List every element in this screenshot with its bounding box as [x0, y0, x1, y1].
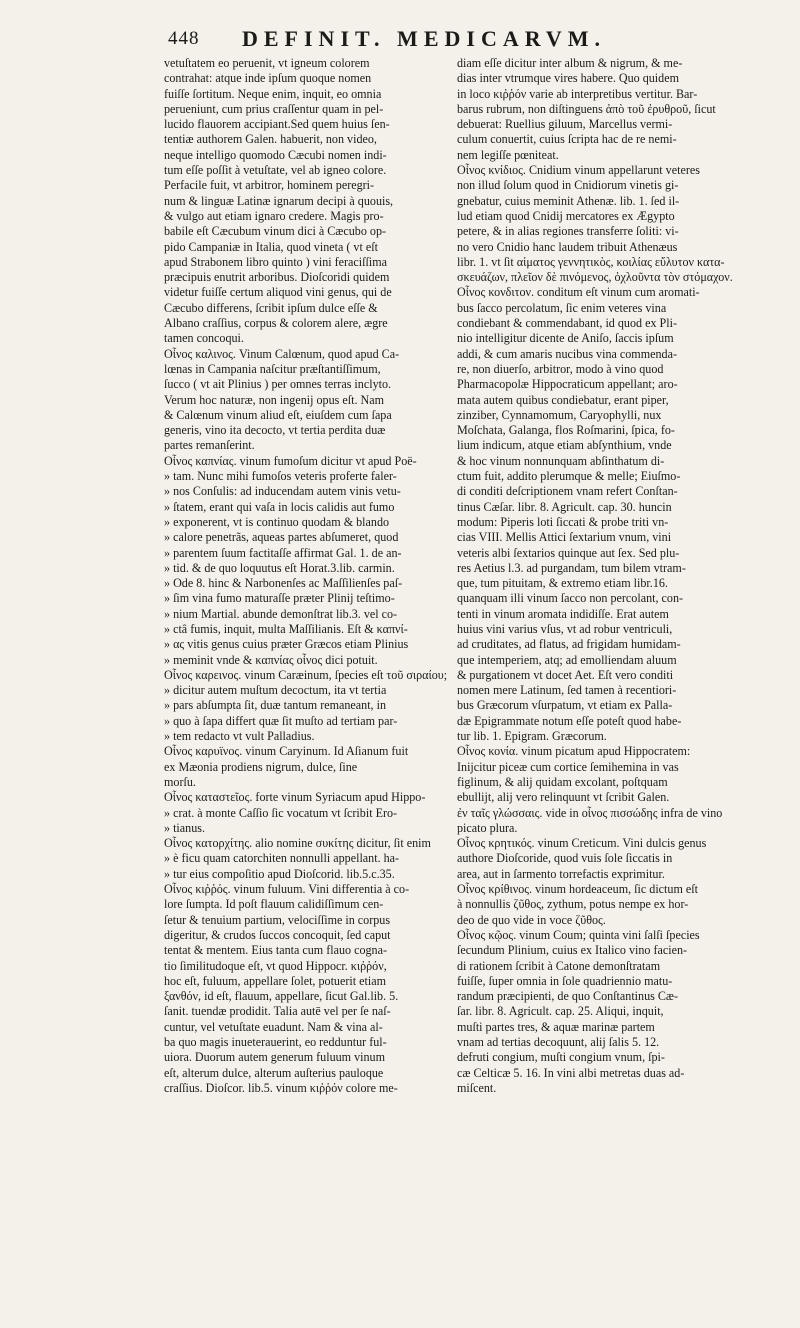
text-line: fuiſſe ſortitum. Neque enim, inquit, eo omnia: [164, 86, 382, 101]
entry-crithinos: [457, 882, 755, 928]
text-line: in loco κιῤῥόν varie ab interpretibus vertitur. Bar-: [457, 86, 698, 101]
text-line: » è ficu quam catorchiten nonnulli appellant. ha-: [164, 851, 400, 866]
text-line: Perfacile fuit, vt arbitror, hominem peregri-: [164, 178, 375, 193]
text-line: Οἶνος κῷος. vinum Coum; quinta vini ſalſi ſpecies: [457, 927, 700, 942]
text-line: vetuſtatem eo peruenit, vt igneum colorem: [164, 56, 370, 70]
text-line: mata autem quibus condiebatur, erant piper,: [457, 392, 669, 407]
text-line: deo de quo vide in voce ζῦθος.: [457, 912, 606, 927]
text-line: ἐν ταῖς γλώσσαις. vide in οἶνος πισσώδης infra de vino: [457, 805, 723, 820]
text-line: » ſim vina fumo maturaſſe præter Plinij teſtimo-: [164, 591, 395, 606]
text-line: vnam ad tertias decoquunt, alij ſalis 5. 12.: [457, 1035, 660, 1049]
entry-intro: [164, 56, 462, 347]
text-line: » tur eius compoſitio apud Dioſcorid. lib.5.c.35.: [164, 866, 395, 881]
text-line: barus rubrum, non diſtinguens ἀπὸ τοῦ ἐρυθροῦ, ſicut: [457, 101, 716, 116]
text-line: huius vini varius vſus, vt ad robur ventriculi,: [457, 621, 673, 636]
text-line: re, non diuerſo, arbitror, modo à vino quod: [457, 361, 664, 376]
text-line: ex Mæonia prodiens nigrum, dulce, ſine: [164, 759, 358, 774]
text-line: condiebant & commendabant, id quod ex Pli-: [457, 316, 677, 331]
text-line: modum: Piperis loti ſiccati & probe triti vn-: [457, 514, 669, 529]
text-line: quanquam illi vinum ſacco non percolant, con-: [457, 591, 684, 606]
text-line: miſcent.: [457, 1080, 497, 1095]
text-line: picato plura.: [457, 820, 518, 835]
text-line: ctum fuit, addito plerumque & melle; Eiuſmo-: [457, 469, 681, 484]
entry-capnias: [164, 454, 462, 668]
entry-calenus: [164, 347, 462, 454]
text-line: generis, vino ita decocto, vt tertia perdita duæ: [164, 423, 386, 438]
text-line: cuntur, vel vetuſtate euadunt. Nam & vina al-: [164, 1019, 383, 1034]
text-line: Οἶνος καρυϊνος. vinum Caryinum. Id Aſianum fuit: [164, 744, 409, 759]
text-line: contrahat: atque inde ipſum quoque nomen: [164, 71, 372, 86]
text-line: cæ Celticæ 5. 16. In vini albi metretas duas ad-: [457, 1065, 685, 1080]
text-line: Οἶνος καρεινος. vinum Caræinum, ſpecies eſt τοῦ σιραίου;: [164, 667, 448, 682]
text-line: Οἶνος κονδιτον. conditum eſt vinum cum aromati-: [457, 285, 700, 300]
text-line: petere, & in alias regiones transferre ſoliti: vi-: [457, 224, 679, 239]
text-line: muſti partes tres, & aquæ marinæ partem: [457, 1019, 655, 1034]
text-line: » nos Conſulis: ad inducendam autem vinis vetu-: [164, 484, 401, 499]
text-line: res Aetius l.3. ad purgandam, tum bilem vtram-: [457, 560, 686, 575]
text-line: » crat. à monte Caſſio ſic vocatum vt ſcribit Ero-: [164, 805, 398, 820]
text-line: authore Dioſcoride, quod vuis ſole ſiccatis in: [457, 851, 673, 866]
entry-caraenum: [164, 668, 462, 744]
text-line: » pars abſumpta ſit, duæ tantum remaneant, in: [164, 698, 387, 713]
text-line: tenti in vinum aromata indidiſſe. Erat autem: [457, 606, 669, 621]
text-line: di conditi deſcriptionem vnam refert Conſtan-: [457, 484, 678, 499]
text-line: ſar. libr. 8. Agricult. cap. 25. Aliqui, inquit,: [457, 1004, 664, 1019]
text-line: debuerat: Ruellius giluum, Marcellus vermi-: [457, 117, 673, 132]
text-line: » tianus.: [164, 820, 205, 835]
text-line: Cæcubo differens, ſcribit ipſum dulce eſſe &: [164, 300, 378, 315]
entry-cnidium: [457, 163, 755, 285]
text-line: » parentem ſuum factitaſſe affirmat Gal. 1. de an-: [164, 545, 402, 560]
text-line: » ſtatem, erant qui vaſa in locis calidis aut fumo: [164, 499, 395, 514]
left-text-column: [164, 56, 462, 1196]
text-line: nem legiſſe pœniteat.: [457, 147, 559, 162]
right-text-column: [457, 56, 755, 1196]
text-line: præcipuis enutrit arboribus. Dioſcoridi quidem: [164, 270, 390, 285]
text-line: » ας vitis genus cuius præter Græcos etiam Plinius: [164, 637, 409, 652]
text-line: Οἶνος καπνίας. vinum fumoſum dicitur vt apud Poë-: [164, 453, 417, 468]
text-line: fuiſſe, ſuper omnia in ſole quadriennio matu-: [457, 973, 673, 988]
text-line: ſecundum Plinium, cuius ex Italico vino facien-: [457, 943, 688, 958]
text-line: » tid. & de quo loquutus eſt Horat.3.lib. carmin.: [164, 560, 395, 575]
text-line: & hoc vinum nonnunquam abſinthatum di-: [457, 453, 665, 468]
text-line: » nium Martial. abunde demonſtrat lib.3. vel co-: [164, 606, 398, 621]
page-number: 448: [168, 28, 200, 49]
entry-caryinum: [164, 744, 462, 790]
text-line: digeritur, & crudos ſuccos concoquit, ſed caput: [164, 927, 391, 942]
text-line: ſanit. tuendæ prodidit. Talia autē vel per ſe naſ-: [164, 1004, 391, 1019]
text-line: ebullijt, alij vero relinquunt vt ſcribit Galen.: [457, 790, 670, 805]
text-line: zinziber, Cynnamomum, Caryophylli, nux: [457, 407, 662, 422]
text-line: Οἶνος καλινος. Vinum Calœnum, quod apud Ca-: [164, 346, 400, 361]
text-line: » exponerent, vt is continuo quodam & blando: [164, 514, 390, 529]
entry-creticum: [457, 836, 755, 882]
text-line: hoc eſt, fuluum, appellare ſolet, potuerit etiam: [164, 973, 386, 988]
text-line: » meminit vnde & καπνίας οἶνος dici potuit.: [164, 652, 378, 667]
text-line: lore ſumpta. Id poſt flauum calidiſſimum cen-: [164, 897, 384, 912]
text-line: lium indicum, atque etiam abſynthium, vnde: [457, 438, 672, 453]
text-line: » ctâ fumis, inquit, multa Maſſilianis. Eſt & καπνί-: [164, 621, 408, 636]
text-line: perueniunt, cum prius craſſentur quam in pel-: [164, 101, 384, 116]
text-line: lœnas in Campania naſcitur præſtantiſſimum,: [164, 361, 381, 376]
text-line: morſu.: [164, 774, 196, 789]
text-line: » tem redacto vt vult Palladius.: [164, 729, 315, 744]
text-line: que, tum pituitam, & extremo etiam libr.16.: [457, 576, 668, 591]
text-line: neque intelligo quomodo Cæcubi nomen indi-: [164, 147, 387, 162]
text-line: » tam. Nunc mihi fumoſos veteris proferte faler-: [164, 469, 397, 484]
text-line: » dicitur autem muſtum decoctum, ita vt tertia: [164, 683, 387, 698]
text-line: » calore penetrãs, aqueas partes abſumeret, quod: [164, 530, 399, 545]
text-line: Inijcitur piceæ cum cortice ſemihemina in vas: [457, 759, 679, 774]
text-line: ξανθόν, id eſt, flauum, appellare, ſicut Gal.lib. 5.: [164, 989, 399, 1004]
text-line: Albano craſſius, corpus & colorem alere, ægre: [164, 316, 388, 331]
text-line: Οἶνος κνίδιος. Cnidium vinum appellarunt veteres: [457, 163, 700, 178]
text-line: non illud ſolum quod in Cnidiorum vinetis gi-: [457, 178, 679, 193]
text-line: gnebatur, cuius meminit Athenæ. lib. 1. ſed il-: [457, 193, 680, 208]
text-line: no vero Cnidio hanc laudem tribuit Athenæus: [457, 239, 678, 254]
text-line: libr. 1. vt ſit αἱματος γεννητικὸς, κοιλίας εὔλυτον κατα-: [457, 254, 725, 269]
text-line: videtur fuiſſe certum aliquod vini genus, qui de: [164, 285, 392, 300]
text-line: num & linguæ Latinæ ignarum decipi à quouis,: [164, 193, 394, 208]
text-line: σκευάζων, πλεῖον δὲ πινόμενος, ὀχλοῦντα τὸν στόμαχον.: [457, 270, 733, 285]
text-line: tentat & mentem. Eius tanta cum flauo cogna-: [164, 943, 387, 958]
text-line: nomen mere Latinum, ſed tamen à recentiori-: [457, 683, 677, 698]
entry-cont: [457, 56, 755, 163]
text-line: defruti congium, muſti congium vnum, ſpi-: [457, 1050, 665, 1065]
text-line: bus ſacco percolatum, ſic enim veteres vina: [457, 300, 667, 315]
text-line: apud Strabonem libro quinto ) vini feraciſſima: [164, 254, 388, 269]
text-line: area, aut in ſarmento torrefactis exprimitur.: [457, 866, 665, 881]
text-line: Οἶνος καταστεῖος. forte vinum Syriacum apud Hippo-: [164, 790, 426, 805]
text-line: que intemperiem, atq; ad emolliendam aluum: [457, 652, 677, 667]
text-line: tamen concoqui.: [164, 331, 244, 346]
text-line: figlinum, & alij quidam excolant, poſtquam: [457, 774, 668, 789]
text-line: lucido flauorem accipiant.Sed quem huius ſen-: [164, 117, 390, 132]
text-line: & vulgo aut etiam ignaro credere. Magis pro-: [164, 208, 384, 223]
text-line: veteris albi ſextarios quinque aut ſex. Sed plu-: [457, 545, 680, 560]
text-line: » quo à ſapa differt quæ ſit muſto ad tertiam par-: [164, 713, 398, 728]
text-line: Οἶνος κρίθινος. vinum hordeaceum, ſic dictum eſt: [457, 882, 698, 897]
text-line: & Calœnum vinum aliud eſt, eiuſdem cum ſapa: [164, 407, 392, 422]
text-line: bus Græcorum vſurpatum, vt etiam ex Palla-: [457, 698, 673, 713]
text-line: Οἶνος κατορχίτης. alio nomine συκίτης dicitur, ſit enim: [164, 836, 431, 851]
text-line: & purgationem vt docet Aet. Eſt vero conditi: [457, 667, 674, 682]
text-line: Verum hoc naturæ, non ingenij opus eſt. Nam: [164, 392, 385, 407]
text-line: cias VIII. Mellis Attici ſextarium vnum, vini: [457, 530, 672, 545]
text-line: pido Campaniæ in Italia, quod vineta ( vt eſt: [164, 239, 378, 254]
text-line: lud etiam quod Cnidij mercatores ex Ægypto: [457, 208, 675, 223]
text-line: à nonnullis ζῦθος, zythum, potus nempe ex hor-: [457, 897, 689, 912]
text-line: dæ Epigrammate notum eſſe poteſt quod habe-: [457, 713, 682, 728]
text-line: ſetur & tenuium partium, velociſſime in corpus: [164, 912, 391, 927]
text-line: Οἶνος κρητικός. vinum Creticum. Vini dulcis genus: [457, 836, 707, 851]
text-line: di rationem ſcribit à Catone demonſtratam: [457, 958, 661, 973]
text-line: diam eſſe dicitur inter album & nigrum, & me-: [457, 56, 683, 70]
text-line: uiora. Duorum autem generum fuluum vinum: [164, 1050, 386, 1065]
running-title: DEFINIT. MEDICARVM.: [242, 26, 606, 51]
text-line: » Ode 8. hinc & Narbonenſes ac Maſſilienſes paſ-: [164, 576, 403, 591]
text-line: tinus Cæſar. libr. 8. Agricult. cap. 30. huncin: [457, 499, 672, 514]
entry-cirrhos: [164, 882, 462, 1096]
text-line: tentiæ authorem Galen. habuerit, non video,: [164, 132, 377, 147]
entry-conia: [457, 744, 755, 836]
text-line: Moſchata, Galanga, flos Roſmarini, ſpica, fo-: [457, 423, 675, 438]
text-line: eſt, alterum dulce, alterum auſterius pauloque: [164, 1065, 384, 1080]
text-line: randum præcipienti, de quo Conſtantinus Cæ-: [457, 989, 679, 1004]
page-header: [168, 26, 750, 54]
text-line: ſucco ( vt ait Plinius ) per omnes terras inclyto.: [164, 377, 392, 392]
text-line: tur lib. 1. Epigram. Græcorum.: [457, 729, 607, 744]
entry-coos: [457, 928, 755, 1096]
text-line: ad cruditates, ad flatus, ad frigidam humidam-: [457, 637, 681, 652]
entry-conditum: [457, 285, 755, 744]
text-line: partes remanſerint.: [164, 438, 255, 453]
text-line: Οἶνος κονία. vinum picatum apud Hippocratem:: [457, 744, 691, 759]
text-line: tio ſimilitudoque eſt, vt quod Hippocr. κιῤῥόν,: [164, 958, 387, 973]
text-line: Pharmacopolæ Hippocraticum appellant; aro-: [457, 377, 678, 392]
text-line: tum eſſe poſſit à vetuſtate, vel ab igneo colore.: [164, 163, 387, 178]
text-line: babile eſt Cæcubum vinum dici à Cæcubo op-: [164, 224, 387, 239]
text-line: craſſius. Dioſcor. lib.5. vinum κιῤῥόν colore me-: [164, 1080, 398, 1095]
entry-catorchites: [164, 790, 462, 882]
text-line: ba quo magis inueterauerint, eo redduntur ful-: [164, 1035, 387, 1049]
text-line: nio intelligitur dicente de Aniſo, ſaccis ipſum: [457, 331, 674, 346]
text-line: culum conuertit, cuius ſcripta hac de re nemi-: [457, 132, 677, 147]
text-line: dias inter vtrumque vires habere. Quo quidem: [457, 71, 679, 86]
text-line: Οἶνος κιῤῥός. vinum fuluum. Vini differentia à co-: [164, 882, 410, 897]
text-line: addi, & cum amaris nucibus vina commenda-: [457, 346, 677, 361]
